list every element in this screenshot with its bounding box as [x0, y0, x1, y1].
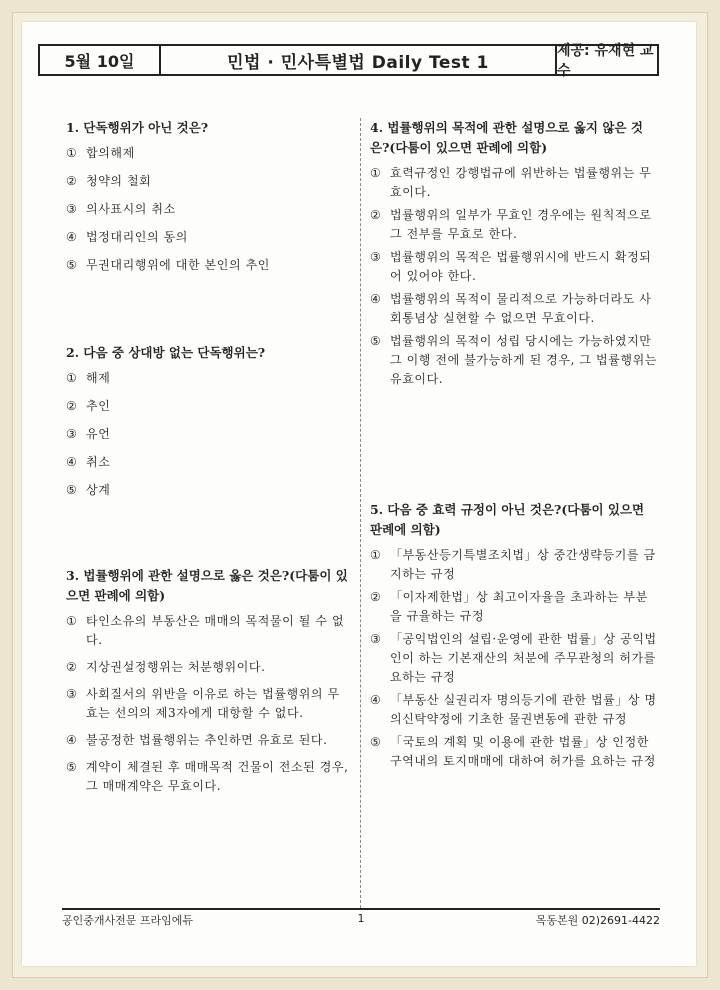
answer-option: ④ 법정대리인의 동의: [66, 230, 188, 244]
answer-option: ② 법률행위의 일부가 무효인 경우에는 원칙적으로 그 전부를 무효로 한다.: [370, 208, 652, 241]
footer-contact: 목동본원 02)2691-4422: [535, 914, 660, 927]
question-stem: 5. 다음 중 효력 규정이 아닌 것은?(다툼이 있으면 판례에 의함): [370, 502, 645, 537]
answer-option: ① 타인소유의 부동산은 매매의 목적물이 될 수 없다.: [66, 614, 345, 647]
answer-option: ② 추인: [66, 399, 111, 413]
answer-option: ③ 「공익법인의 설립·운영에 관한 법률」상 공익법인이 하는 기본재산의 처분에 주무관청의 허가를 요하는 규정: [370, 632, 657, 684]
question-3: [66, 566, 351, 804]
answer-option: ② 청약의 철회: [66, 174, 152, 188]
test-provider: 제공: 유재현 교수: [557, 43, 654, 79]
footer-academy: 공인중개사전문 프라임에듀: [62, 914, 194, 927]
answer-option: ③ 법률행위의 목적은 법률행위시에 반드시 확정되어 있어야 한다.: [370, 250, 652, 283]
answer-option: ② 지상권설정행위는 처분행위이다.: [66, 660, 266, 674]
test-header: [38, 43, 659, 79]
test-title: 민법 · 민사특별법 Daily Test 1: [161, 46, 557, 74]
question-stem: 2. 다음 중 상대방 없는 단독행위는?: [66, 345, 266, 360]
question-5: [370, 500, 660, 775]
answer-option: ⑤ 계약이 체결된 후 매매목적 건물이 전소된 경우, 그 매매계약은 무효이다.: [66, 760, 349, 793]
answer-option: ⑤ 법률행위의 목적이 성립 당시에는 가능하였지만 그 이행 전에 불가능하게 된 경우, 그 법률행위는 유효이다.: [370, 334, 657, 386]
answer-option: ⑤ 상계: [66, 483, 111, 497]
answer-option: ⑤ 「국토의 계획 및 이용에 관한 법률」상 인정한 구역내의 토지매매에 대하여 허가를 요하는 규정: [370, 735, 656, 768]
footer-rule: [62, 908, 660, 910]
question-2: [66, 343, 351, 509]
answer-option: ④ 불공정한 법률행위는 추인하면 유효로 된다.: [66, 733, 328, 747]
question-stem: 1. 단독행위가 아닌 것은?: [66, 120, 209, 135]
answer-option: ② 「이자제한법」상 최고이자율을 초과하는 부분을 규율하는 규정: [370, 590, 648, 623]
answer-option: ④ 취소: [66, 455, 111, 469]
answer-option: ① 효력규정인 강행법규에 위반하는 법률행위는 무효이다.: [370, 166, 652, 199]
answer-option: ⑤ 무권대리행위에 대한 본인의 추인: [66, 258, 270, 272]
page-footer: [62, 912, 660, 928]
question-1: [66, 118, 351, 284]
question-stem: 3. 법률행위에 관한 설명으로 옳은 것은?(다툼이 있으면 판례에 의함): [66, 568, 348, 603]
answer-option: ④ 「부동산 실권리자 명의등기에 관한 법률」상 명의신탁약정에 기초한 물권변동에 관한 규정: [370, 693, 657, 726]
test-date: 5월 10일: [40, 46, 161, 74]
answer-option: ③ 사회질서의 위반을 이유로 하는 법률행위의 무효는 선의의 제3자에게 대항할 수 없다.: [66, 687, 340, 720]
answer-option: ① 「부동산등기특별조치법」상 중간생략등기를 금지하는 규정: [370, 548, 656, 581]
answer-option: ③ 유언: [66, 427, 111, 441]
answer-option: ① 해제: [66, 371, 111, 385]
page-number: 1: [357, 912, 365, 925]
answer-option: ① 합의해제: [66, 146, 135, 160]
column-divider: [360, 118, 361, 908]
answer-option: ④ 법률행위의 목적이 물리적으로 가능하더라도 사회통념상 실현할 수 없으면 무효이다.: [370, 292, 652, 325]
question-4: [370, 118, 660, 393]
answer-option: ③ 의사표시의 취소: [66, 202, 176, 216]
question-stem: 4. 법률행위의 목적에 관한 설명으로 옳지 않은 것은?(다툼이 있으면 판례에 의함): [370, 120, 643, 155]
